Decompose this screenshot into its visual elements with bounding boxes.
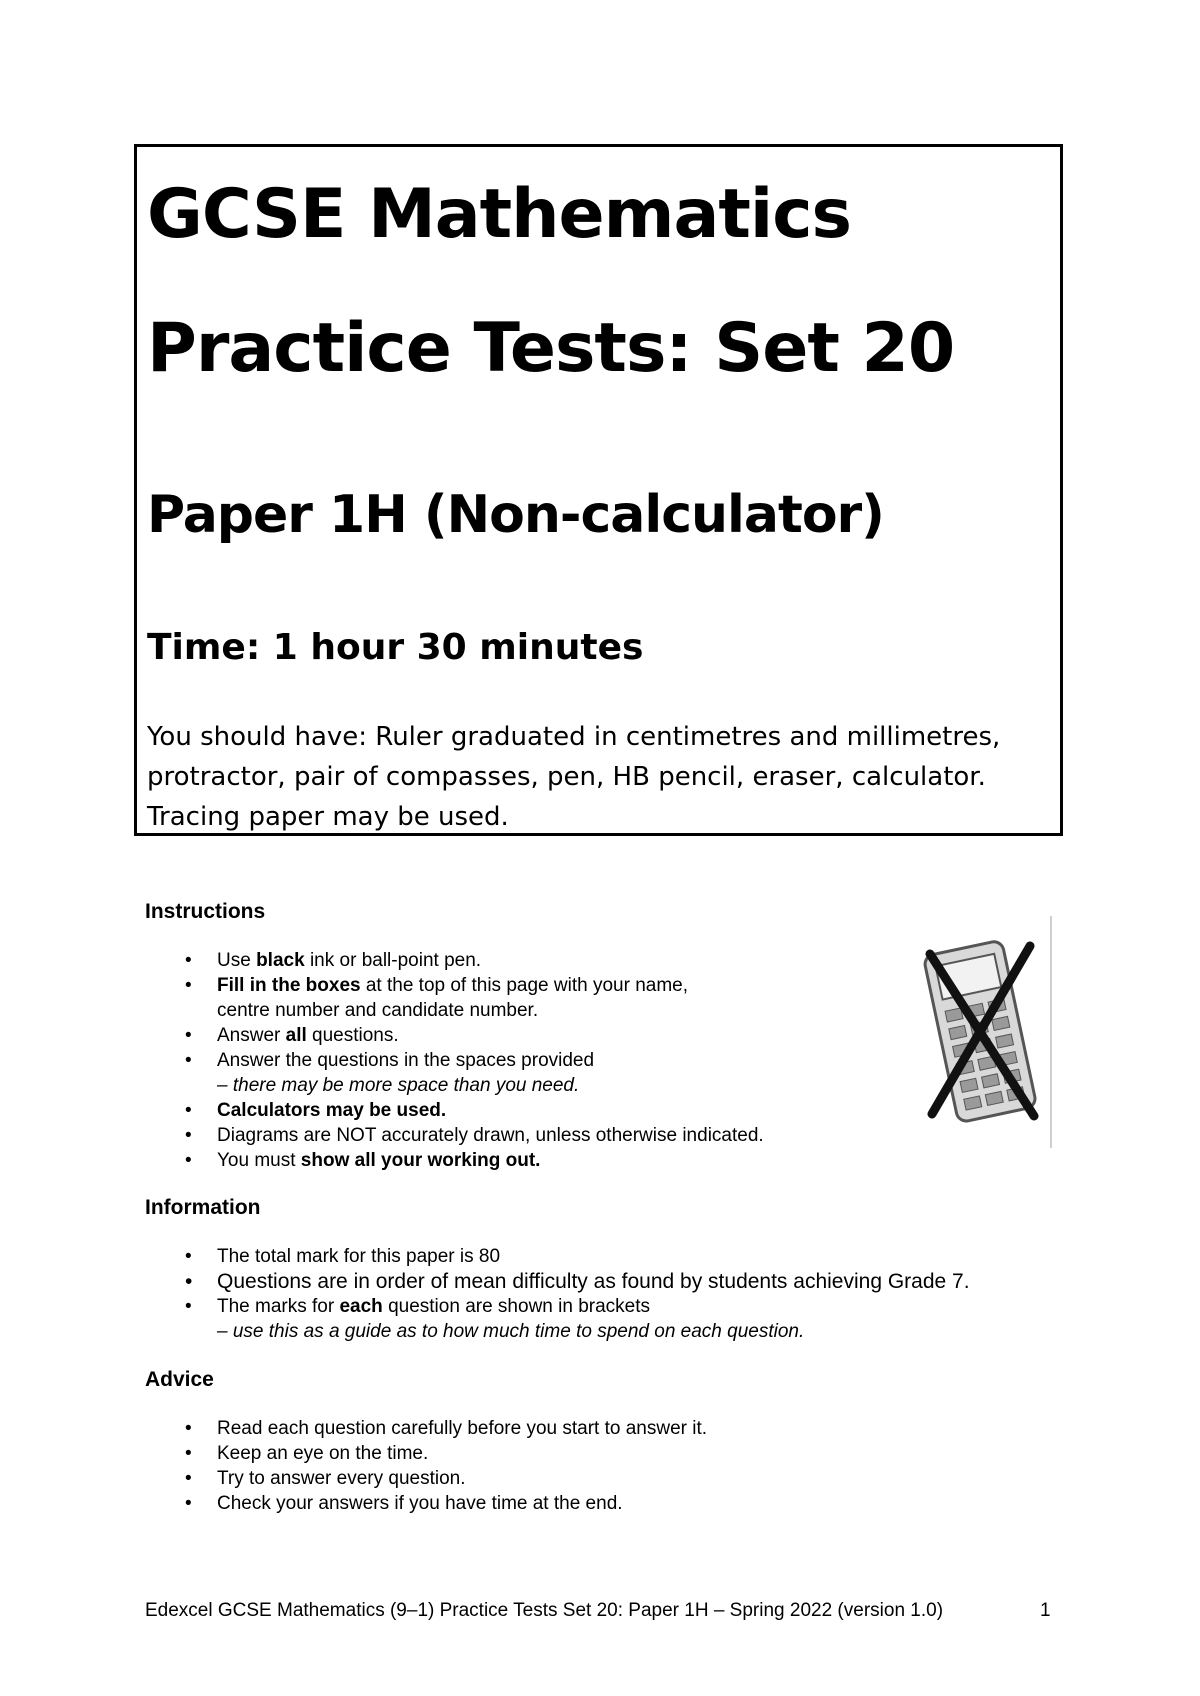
information-heading: Information: [145, 1196, 261, 1219]
list-item: • The marks for each question are shown in brackets – use this as a guide as to how much time to spend on each question.: [145, 1294, 970, 1344]
list-item: • You must show all your working out.: [145, 1148, 764, 1173]
equipment-line: protractor, pair of compasses, pen, HB pencil, eraser, calculator.: [147, 762, 986, 792]
list-item: • Check your answers if you have time at the end.: [145, 1491, 707, 1516]
list-item: • Answer the questions in the spaces provided – there may be more space than you need.: [145, 1048, 764, 1098]
cover-box: [134, 144, 1063, 836]
paper-title: Paper 1H (Non-calculator): [147, 485, 884, 545]
title-line-2: Practice Tests: Set 20: [147, 309, 955, 388]
equipment-line: Tracing paper may be used.: [147, 802, 509, 832]
instructions-heading: Instructions: [145, 900, 266, 923]
page-number: 1: [1040, 1600, 1051, 1621]
list-item: • Questions are in order of mean difficulty as found by students achieving Grade 7.: [145, 1269, 970, 1294]
advice-section: [145, 1368, 707, 1516]
equipment-list: [147, 717, 1047, 837]
list-item: • Use black ink or ball-point pen.: [145, 948, 764, 973]
time-allowed: Time: 1 hour 30 minutes: [147, 627, 644, 668]
instructions-list: [145, 948, 764, 1173]
information-list: [145, 1244, 970, 1344]
list-item: • Read each question carefully before you start to answer it.: [145, 1416, 707, 1441]
instructions-section: [145, 900, 764, 1173]
equipment-line: You should have: Ruler graduated in centimetres and millimetres,: [147, 722, 1001, 752]
list-item: • Keep an eye on the time.: [145, 1441, 707, 1466]
divider: [1050, 916, 1052, 1148]
list-item: • Fill in the boxes at the top of this page with your name, centre number and candidate number.: [145, 973, 764, 1023]
advice-list: [145, 1416, 707, 1516]
advice-heading: Advice: [145, 1368, 214, 1391]
page-footer: Edexcel GCSE Mathematics (9–1) Practice Tests Set 20: Paper 1H – Spring 2022 (version 1.0): [145, 1600, 944, 1621]
title-line-1: GCSE Mathematics: [147, 175, 852, 254]
list-item: • Diagrams are NOT accurately drawn, unless otherwise indicated.: [145, 1123, 764, 1148]
crossed-out-calculator-icon: [912, 916, 1052, 1146]
list-item: • The total mark for this paper is 80: [145, 1244, 970, 1269]
list-item: • Calculators may be used.: [145, 1098, 764, 1123]
list-item: • Try to answer every question.: [145, 1466, 707, 1491]
information-section: [145, 1196, 970, 1344]
list-item: • Answer all questions.: [145, 1023, 764, 1048]
